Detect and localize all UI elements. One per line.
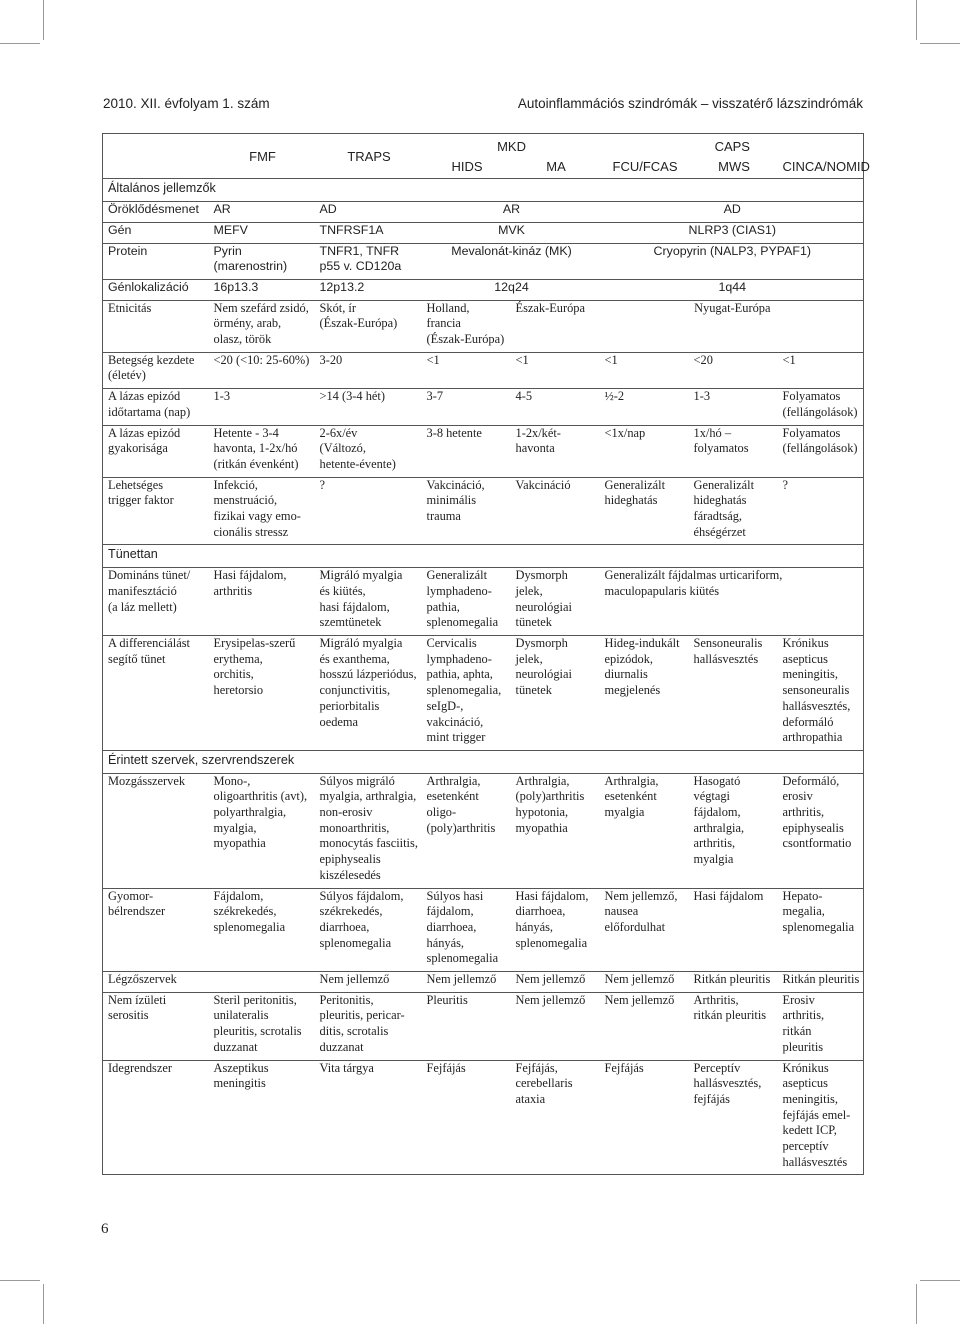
table-cell: 16p13.3 (209, 279, 315, 300)
table-cell: Migráló myalgia és exanthema, hosszú lázperiódus, conjunctivitis, periorbitalis oedema (315, 635, 422, 750)
table-cell: 1x/hó – folyamatos (689, 425, 778, 477)
section-row (103, 750, 864, 773)
section-heading-symptoms: Tünettan (103, 545, 864, 568)
table-cell: Nem jellemző (600, 972, 689, 993)
table-cell: Arthralgia, (poly)arthritis hypotonia, myopathia (511, 773, 600, 888)
table-cell: <1 (511, 352, 600, 388)
col-header-fcu: FCU/FCAS (612, 158, 678, 174)
row-label: Protein (103, 243, 209, 279)
table-cell: Sensoneuralis hallásvesztés (689, 635, 778, 750)
row-label: A differenciálást segítő tünet (103, 635, 209, 750)
table-cell: Cryopyrin (NALP3, PYPAF1) (600, 243, 864, 279)
table-row-protein (103, 243, 864, 279)
table-cell: Infekció, menstruáció, fizikai vagy emo- cionális stressz (209, 477, 315, 545)
table-cell: 12p13.2 (315, 279, 422, 300)
table-cell: Arthritis, ritkán pleuritis (689, 992, 778, 1060)
crop-mark (43, 0, 44, 40)
table-row-nervous (103, 1060, 864, 1175)
table-cell: 1q44 (600, 279, 864, 300)
section-heading-organs: Érintett szervek, szervrendszerek (103, 750, 864, 773)
table-cell: Aszeptikus meningitis (209, 1060, 315, 1175)
table-cell: AR (209, 202, 315, 223)
table-cell: Súlyos hasi fájdalom, diarrhoea, hányás, splenomegalia (422, 888, 511, 972)
table-cell: Krónikus asepticus meningitis, fejfájás emel- kedett ICP, perceptív hallásvesztés (778, 1060, 864, 1175)
table-cell: Nem jellemző, nausea előfordulhat (600, 888, 689, 972)
table-cell: <20 (689, 352, 778, 388)
row-label: Gén (103, 222, 209, 243)
table-cell: Vakcináció, minimális trauma (422, 477, 511, 545)
page-number: 6 (101, 1221, 109, 1237)
table-cell: Krónikus asepticus meningitis, sensoneuralis hallásvesztés, deformáló arthropathia (778, 635, 864, 750)
row-label: Öröklődésmenet (103, 202, 209, 223)
col-header-cinca: CINCA/NOMID (782, 158, 870, 174)
table-row-trigger (103, 477, 864, 545)
table-cell: Pyrin (marenostrin) (209, 243, 315, 279)
section-heading-general: Általános jellemzők (103, 179, 864, 202)
table-row-differential (103, 635, 864, 750)
table-cell: Nem jellemző (600, 992, 689, 1060)
table-cell: TNFRSF1A (315, 222, 422, 243)
table-cell: Ritkán pleuritis (778, 972, 864, 993)
table-cell: Vakcináció (511, 477, 600, 545)
table-cell: Arthralgia, esetenként myalgia (600, 773, 689, 888)
table-cell: 3-7 (422, 389, 511, 425)
table-row-locus (103, 279, 864, 300)
table-cell: Generalizált hideghatás fáradtság, éhségérzet (689, 477, 778, 545)
col-header-fmf: FMF (249, 148, 276, 164)
crop-mark (916, 1284, 917, 1324)
table-cell: Folyamatos (fellángolások) (778, 425, 864, 477)
table-cell: Vita tárgya (315, 1060, 422, 1175)
comparison-table (102, 133, 870, 1175)
table-cell: ? (778, 477, 864, 545)
table-cell: AD (600, 202, 864, 223)
row-label: A lázas epizód gyakorisága (103, 425, 209, 477)
table-cell: Észak-Európa (511, 300, 600, 352)
table-cell: 4-5 (511, 389, 600, 425)
table-cell: Nem jellemző (315, 972, 422, 993)
table-cell: Nem szefárd zsidó, örmény, arab, olasz, török (209, 300, 315, 352)
row-label: A lázas epizód időtartama (nap) (103, 389, 209, 425)
table-cell: Pleuritis (422, 992, 511, 1060)
table-row-serositis (103, 992, 864, 1060)
table-cell: Hepato- megalia, splenomegalia (778, 888, 864, 972)
table-cell: 2-6x/év (Változó, hetente-évente) (315, 425, 422, 477)
table-cell: <1 (600, 352, 689, 388)
table-cell: Arthralgia, esetenként oligo- (poly)arthritis (422, 773, 511, 888)
table-cell: Hasi fájdalom, arthritis (209, 568, 315, 636)
table-cell: AD (315, 202, 422, 223)
table-cell: 1-3 (689, 389, 778, 425)
table-cell: Hetente - 3-4 havonta, 1-2x/hó (ritkán évenként) (209, 425, 315, 477)
col-header-traps: TRAPS (347, 148, 391, 164)
table-cell: 3-20 (315, 352, 422, 388)
row-label: Génlokalizáció (103, 279, 209, 300)
table-row-respiratory (103, 972, 864, 993)
row-label: Betegség kezdete (életév) (103, 352, 209, 388)
table-cell: 12q24 (422, 279, 600, 300)
table-cell: Nem jellemző (511, 992, 600, 1060)
table-cell: ½-2 (600, 389, 689, 425)
row-label: Nem ízületi serositis (103, 992, 209, 1060)
table-cell (209, 972, 315, 993)
table-cell: Peritonitis, pleuritis, pericar- ditis, scrotalis duzzanat (315, 992, 422, 1060)
table-row-duration (103, 389, 864, 425)
col-header-mws: MWS (718, 158, 750, 174)
table-row-ethnicity (103, 300, 864, 352)
table-cell: Súlyos migráló myalgia, arthralgia, non-erosiv monoarthritis, monocytás fasciitis, epiphysealis kiszélesedés (315, 773, 422, 888)
crop-mark (0, 43, 40, 44)
table-cell: MEFV (209, 222, 315, 243)
crop-mark (0, 1280, 40, 1281)
row-label: Idegrendszer (103, 1060, 209, 1175)
table-cell: Fejfájás (600, 1060, 689, 1175)
table-cell: AR (422, 202, 600, 223)
table-cell: TNFR1, TNFR p55 v. CD120a (315, 243, 422, 279)
running-header-title: Autoinflammációs szindrómák – visszatérő lázszindrómák (517, 96, 863, 111)
table-cell: >14 (3-4 hét) (315, 389, 422, 425)
table-cell: Dysmorph jelek, neurológiai tünetek (511, 568, 600, 636)
section-row (103, 179, 864, 202)
table-cell: Súlyos fájdalom, székrekedés, diarrhoea, splenomegalia (315, 888, 422, 972)
table-cell: Migráló myalgia és kiütés, hasi fájdalom, szemtünetek (315, 568, 422, 636)
table-cell: <20 (<10: 25-60%) (209, 352, 315, 388)
table-cell: Nem jellemző (422, 972, 511, 993)
table-row-dominant (103, 568, 864, 636)
table-cell: 1-3 (209, 389, 315, 425)
row-label: Domináns tünet/ manifesztáció (a láz mellett) (103, 568, 209, 636)
col-header-ma: MA (546, 158, 566, 174)
table-cell: Fejfájás, cerebellaris ataxia (511, 1060, 600, 1175)
table-cell: Nyugat-Európa (600, 300, 864, 352)
table-cell: Dysmorph jelek, neurológiai tünetek (511, 635, 600, 750)
table-cell: <1x/nap (600, 425, 689, 477)
row-label: Mozgásszervek (103, 773, 209, 888)
table-cell: Fejfájás (422, 1060, 511, 1175)
table-cell: Hideg-indukált epizódok, diurnalis megjelenés (600, 635, 689, 750)
table-row-inheritance (103, 202, 864, 223)
table-cell: MVK (422, 222, 600, 243)
table-cell: Erysipelas-szerű erythema, orchitis, heretorsio (209, 635, 315, 750)
col-header-caps: CAPS (714, 139, 750, 154)
table-cell: Hasi fájdalom (689, 888, 778, 972)
table-cell: Ritkán pleuritis (689, 972, 778, 993)
crop-mark (43, 1284, 44, 1324)
table-row-frequency (103, 425, 864, 477)
table-cell: Hasi fájdalom, diarrhoea, hányás, splenomegalia (511, 888, 600, 972)
table-cell: Generalizált fájdalmas urticariform, maculopapularis kiütés (600, 568, 864, 636)
row-label: Gyomor- bélrendszer (103, 888, 209, 972)
table-cell: Mono-, oligoarthritis (avt), polyarthralgia, myalgia, myopathia (209, 773, 315, 888)
table-cell: Steril peritonitis, unilateralis pleuritis, scrotalis duzzanat (209, 992, 315, 1060)
table-row-musculoskeletal (103, 773, 864, 888)
table-header-row (103, 134, 864, 159)
table-cell: Fájdalom, székrekedés, splenomegalia (209, 888, 315, 972)
section-row (103, 545, 864, 568)
table-cell: NLRP3 (CIAS1) (600, 222, 864, 243)
table-cell: ? (315, 477, 422, 545)
crop-mark (920, 1280, 960, 1281)
table-cell: <1 (778, 352, 864, 388)
table-cell: 1-2x/két- havonta (511, 425, 600, 477)
table-cell: Nem jellemző (511, 972, 600, 993)
col-header-mkd: MKD (497, 139, 526, 154)
table-cell: Skót, ír (Észak-Európa) (315, 300, 422, 352)
row-label: Légzőszervek (103, 972, 209, 993)
table-cell: Folyamatos (fellángolások) (778, 389, 864, 425)
table-cell: Deformáló, erosiv arthritis, epiphysealis csontformatio (778, 773, 864, 888)
crop-mark (916, 0, 917, 40)
table-cell: Perceptív hallásvesztés, fejfájás (689, 1060, 778, 1175)
table-cell: Erosiv arthritis, ritkán pleuritis (778, 992, 864, 1060)
table-cell: Hasogató végtagi fájdalom, arthralgia, arthritis, myalgia (689, 773, 778, 888)
table-row-onset (103, 352, 864, 388)
row-label: Lehetséges trigger faktor (103, 477, 209, 545)
table-cell: <1 (422, 352, 511, 388)
running-header-issue: 2010. XII. évfolyam 1. szám (103, 96, 270, 111)
table-cell: Cervicalis lymphadeno- pathia, aphta, splenomegalia, seIgD-, vakcináció, mint trigger (422, 635, 511, 750)
table-cell: 3-8 hetente (422, 425, 511, 477)
table-row-gene (103, 222, 864, 243)
table-cell: Mevalonát-kináz (MK) (422, 243, 600, 279)
crop-mark (920, 43, 960, 44)
table-cell: Generalizált hideghatás (600, 477, 689, 545)
header-empty-cell (103, 134, 209, 179)
table-cell: Holland, francia (Észak-Európa) (422, 300, 511, 352)
row-label: Etnicitás (103, 300, 209, 352)
table-row-gastrointestinal (103, 888, 864, 972)
table-cell: Generalizált lymphadeno- pathia, splenomegalia (422, 568, 511, 636)
col-header-hids: HIDS (451, 158, 483, 174)
